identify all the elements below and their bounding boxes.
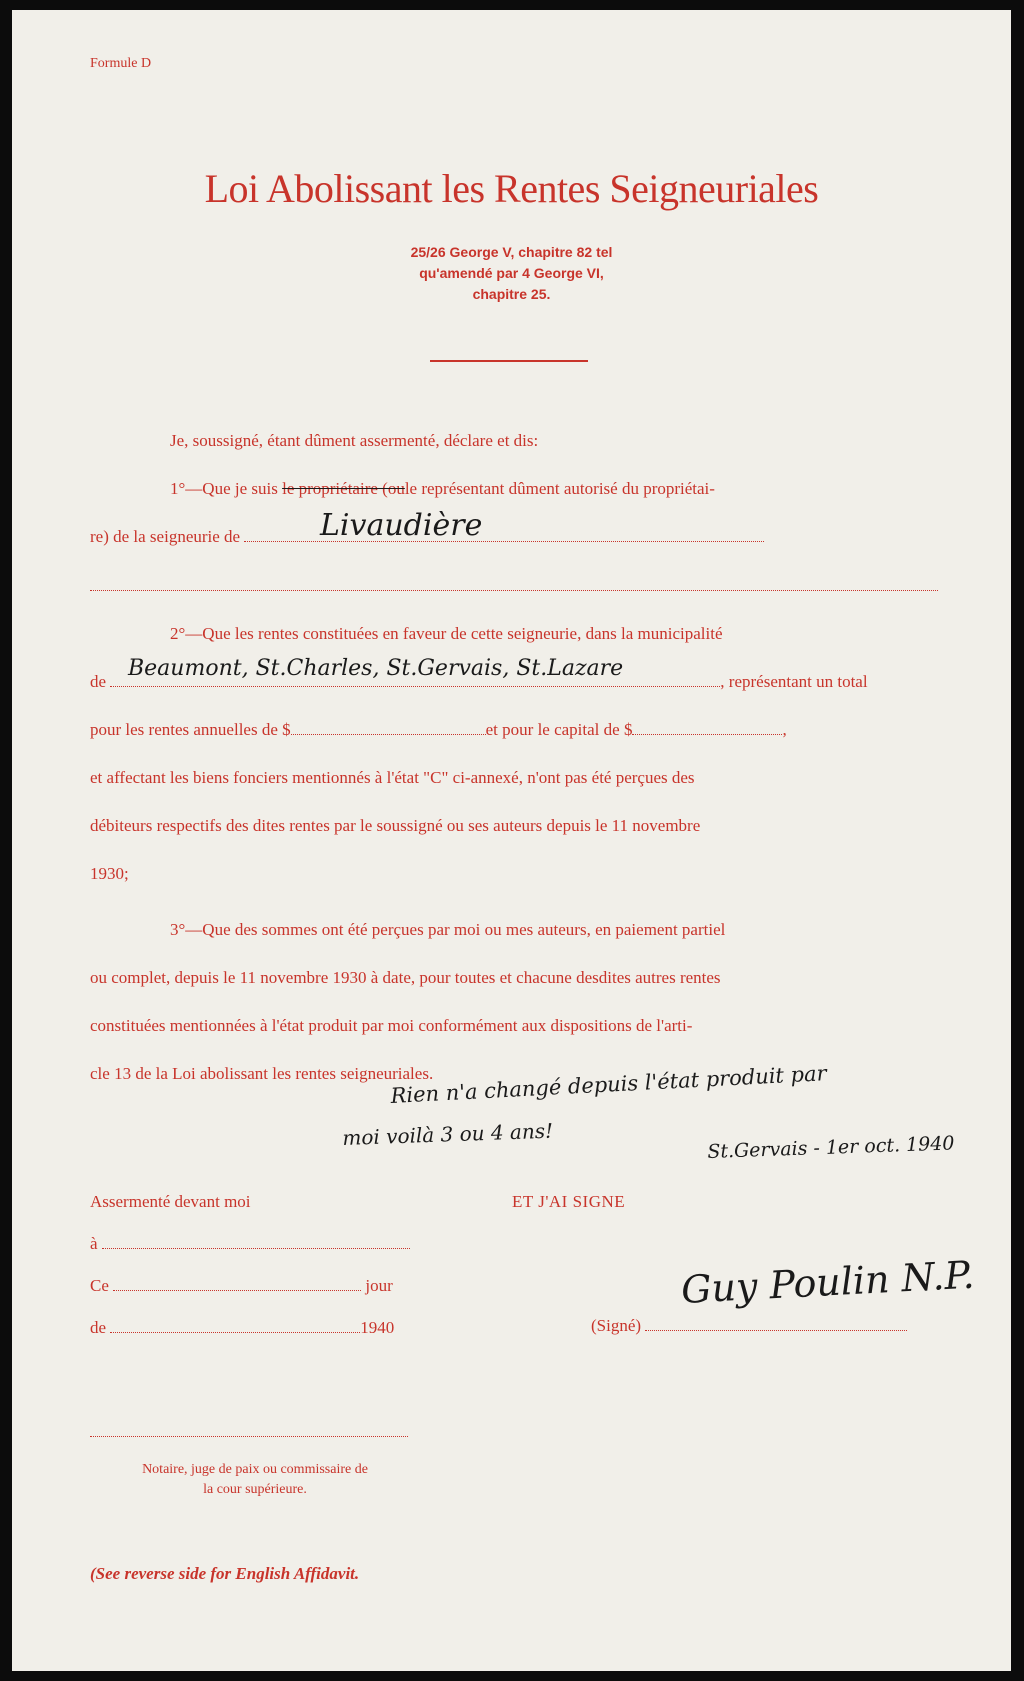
handwritten-signature: Guy Poulin N.P. — [680, 1252, 976, 1312]
sworn-month-line — [90, 1318, 394, 1338]
annual-rent-label: pour les rentes annuelles de $ — [90, 720, 291, 739]
sworn-heading: Assermenté devant moi — [90, 1192, 251, 1211]
para3-line2: ou complet, depuis le 11 novembre 1930 à date, pour toutes et chacune desdites autres rentes — [90, 968, 721, 987]
citation-line: 25/26 George V, chapitre 82 tel — [410, 244, 613, 260]
para2-line6: 1930; — [90, 864, 129, 883]
form-label: Formule D — [90, 56, 152, 71]
annual-rent-field — [291, 733, 486, 735]
sworn-place-field — [102, 1247, 410, 1249]
handwritten-municipalities: Beaumont, St.Charles, St.Gervais, St.Lazare — [128, 656, 624, 681]
handwritten-note-line2: moi voilà 3 ou 4 ans! — [342, 1118, 554, 1150]
sworn-place-label: à — [90, 1234, 98, 1253]
citation-line: chapitre 25. — [472, 286, 551, 302]
sworn-place-line — [90, 1234, 410, 1254]
para1-rest: le représentant dûment autorisé du propriétai- — [404, 479, 715, 498]
sworn-month-field — [110, 1331, 360, 1333]
para2-line5: débiteurs respectifs des dites rentes par le soussigné ou ses auteurs depuis le 11 novembre — [90, 816, 701, 835]
capital-label: et pour le capital de $ — [485, 720, 633, 739]
intro-text: Je, soussigné, étant dûment assermenté, déclare et dis: — [170, 431, 539, 450]
sworn-ce-label: Ce — [90, 1276, 109, 1295]
handwritten-seigneurie: Livaudière — [320, 508, 483, 543]
para1-seigneurie-label: re) de la seigneurie de — [90, 527, 241, 546]
municipality-field — [110, 685, 720, 687]
sworn-year: 1940 — [360, 1318, 395, 1337]
document-title: Loi Abolissant les Rentes Seigneuriales — [204, 166, 819, 211]
officer-caption-line: Notaire, juge de paix ou commissaire de — [142, 1462, 368, 1477]
para2-total: , représentant un total — [720, 672, 868, 691]
sworn-day-line — [90, 1276, 393, 1296]
signed-heading: ET J'AI SIGNE — [512, 1192, 626, 1211]
struck-text: le propriétaire (ou — [282, 479, 405, 498]
blank-line — [90, 576, 938, 596]
statute-citation — [12, 242, 1011, 305]
signed-label: (Signé) — [591, 1316, 642, 1335]
blank-field — [90, 589, 938, 591]
signed-line — [591, 1316, 907, 1336]
signature-field — [645, 1329, 907, 1331]
para2-line1: 2°—Que les rentes constituées en faveur de cette seigneurie, dans la municipalité — [170, 624, 723, 643]
para3-line1: 3°—Que des sommes ont été perçues par moi ou mes auteurs, en paiement partiel — [170, 920, 726, 939]
english-affidavit-note: (See reverse side for English Affidavit. — [90, 1564, 360, 1583]
para1-start: 1°—Que je suis — [170, 479, 278, 498]
handwritten-place-date: St.Gervais - 1er oct. 1940 — [707, 1132, 955, 1163]
sworn-jour-label: jour — [365, 1276, 393, 1295]
capital-field — [632, 733, 782, 735]
sworn-day-field — [113, 1289, 361, 1291]
para2-line3: pour les rentes annuelles de $ et pour le capital de $ , — [90, 720, 787, 739]
officer-caption-line: la cour supérieure. — [203, 1482, 307, 1497]
para1-line1 — [170, 479, 715, 499]
para2-line4: et affectant les biens fonciers mentionnés à l'état "C" ci-annexé, n'ont pas été perçues des — [90, 768, 695, 787]
handwritten-note-line1: Rien n'a changé depuis l'état produit par — [390, 1061, 828, 1108]
para3-line4: cle 13 de la Loi abolissant les rentes seigneuriales. — [90, 1064, 434, 1083]
para3-line3: constituées mentionnées à l'état produit par moi conformément aux dispositions de l'arti- — [90, 1016, 693, 1035]
para2-de: de — [90, 672, 107, 691]
officer-signature-line — [90, 1422, 408, 1442]
sworn-de-label: de — [90, 1318, 107, 1337]
officer-caption — [90, 1460, 420, 1500]
form-sheet — [12, 10, 1011, 1671]
title-divider — [430, 360, 588, 362]
citation-line: qu'amendé par 4 George VI, — [419, 265, 604, 281]
officer-signature-field — [90, 1435, 408, 1437]
